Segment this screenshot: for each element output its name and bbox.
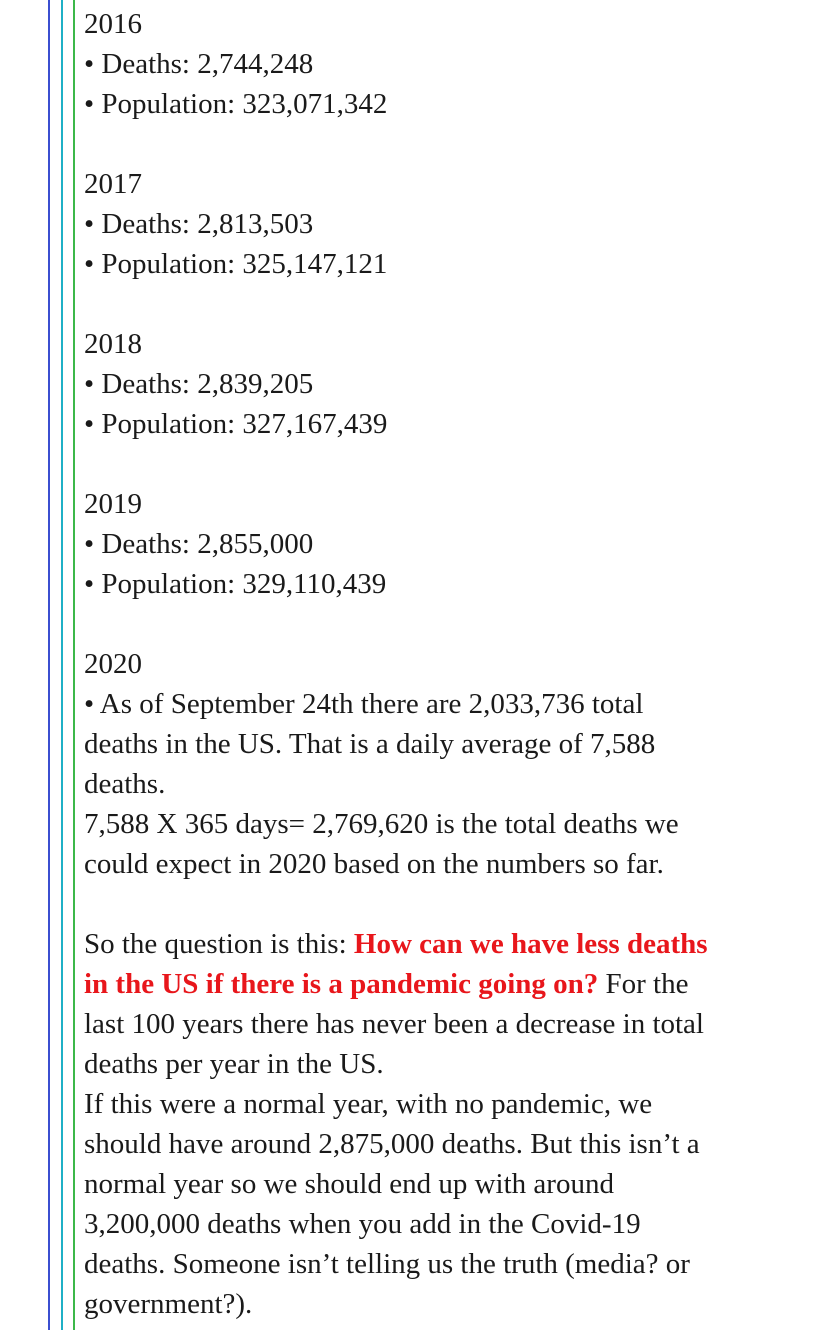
question-intro: So the question is this: [84, 928, 354, 960]
population-line: • Population: 323,071,342 [84, 88, 388, 120]
paragraph-line: should have around 2,875,000 deaths. But this isn’t a [84, 1128, 700, 1160]
year-heading: 2016 [84, 8, 142, 40]
bullet-text-line: deaths in the US. That is a daily average of 7,588 [84, 728, 656, 760]
year-heading: 2018 [84, 328, 142, 360]
spacer [84, 284, 804, 324]
bullet-text-line: deaths. [84, 768, 166, 800]
year-heading: 2019 [84, 488, 142, 520]
year-block-2017 [84, 164, 804, 284]
population-line: • Population: 329,110,439 [84, 568, 387, 600]
year-heading: 2017 [84, 168, 142, 200]
deaths-line: • Deaths: 2,744,248 [84, 48, 314, 80]
margin-rule-green [73, 0, 75, 1330]
question-line [84, 924, 804, 964]
year-block-2018 [84, 324, 804, 444]
question-paragraph [84, 924, 804, 1324]
margin-rule-blue [48, 0, 50, 1330]
population-line: • Population: 325,147,121 [84, 248, 388, 280]
paragraph-line: last 100 years there has never been a decrease in total [84, 1008, 704, 1040]
question-continuation: For the [598, 968, 689, 1000]
paragraph-line: 3,200,000 deaths when you add in the Covid-19 [84, 1208, 641, 1240]
calculation-line: 7,588 X 365 days= 2,769,620 is the total deaths we [84, 808, 679, 840]
question-line [84, 964, 804, 1004]
calculation-line: could expect in 2020 based on the numbers so far. [84, 848, 664, 880]
deaths-line: • Deaths: 2,813,503 [84, 208, 314, 240]
paragraph-line: normal year so we should end up with around [84, 1168, 614, 1200]
spacer [84, 124, 804, 164]
year-block-2019 [84, 484, 804, 604]
year-heading: 2020 [84, 648, 142, 680]
year-block-2020 [84, 644, 804, 884]
deaths-line: • Deaths: 2,855,000 [84, 528, 314, 560]
highlighted-question: How can we have less deaths [353, 928, 708, 960]
paragraph-line: If this were a normal year, with no pandemic, we [84, 1088, 653, 1120]
paragraph-line: government?). [84, 1288, 253, 1320]
highlighted-question: in the US if there is a pandemic going on? [84, 968, 599, 1000]
spacer [84, 884, 804, 924]
spacer [84, 604, 804, 644]
document-body [84, 4, 804, 1324]
deaths-line: • Deaths: 2,839,205 [84, 368, 314, 400]
year-block-2016 [84, 4, 804, 124]
spacer [84, 444, 804, 484]
margin-rule-cyan [61, 0, 63, 1330]
bullet-text-line: • As of September 24th there are 2,033,736 total [84, 688, 644, 720]
population-line: • Population: 327,167,439 [84, 408, 388, 440]
paragraph-line: deaths. Someone isn’t telling us the truth (media? or [84, 1248, 690, 1280]
paragraph-line: deaths per year in the US. [84, 1048, 384, 1080]
